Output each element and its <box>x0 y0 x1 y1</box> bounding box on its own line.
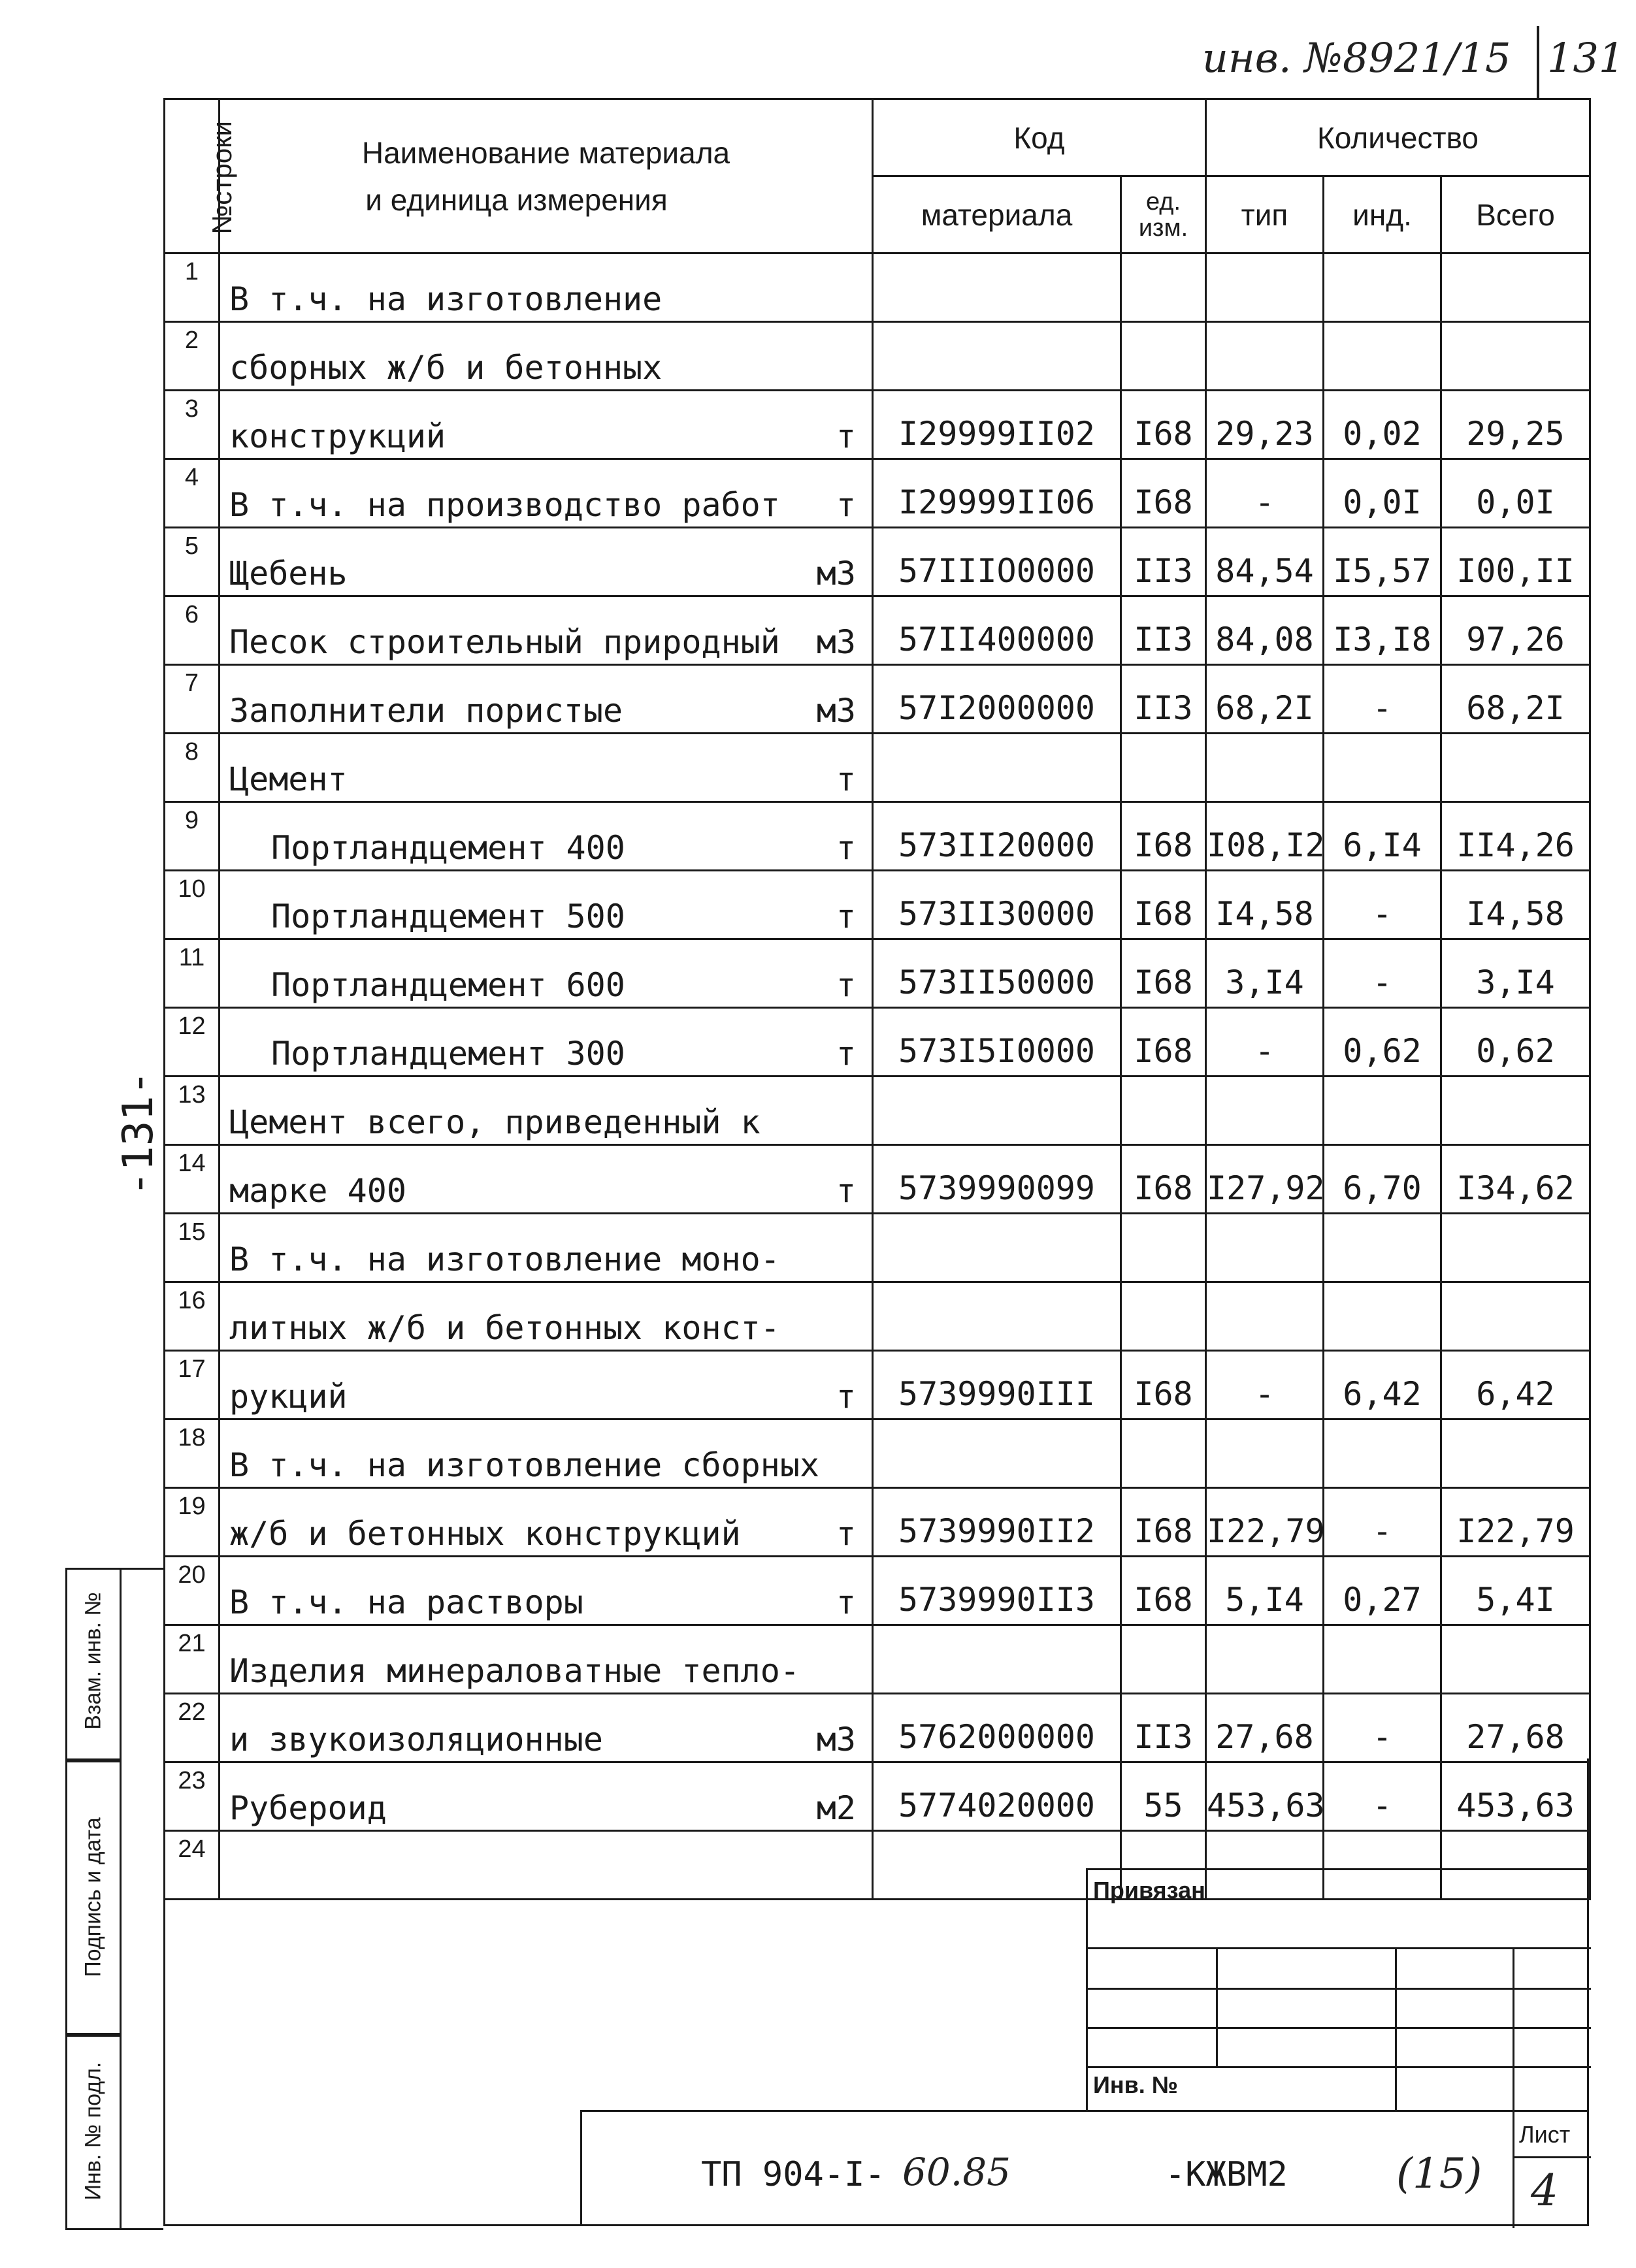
qty-total: 0,0I <box>1441 459 1590 528</box>
unit-code: II3 <box>1121 528 1206 596</box>
header-code-unit: ед. изм. <box>1121 176 1206 253</box>
qty-ind: - <box>1324 1762 1441 1831</box>
material-name-cell <box>220 1419 873 1488</box>
material-name: литных ж/б и бетонных конст- <box>229 1309 780 1347</box>
material-name-cell <box>220 1625 873 1694</box>
qty-total: 453,63 <box>1441 1762 1590 1831</box>
qty-ind: 0,0I <box>1324 459 1441 528</box>
unit-code <box>1121 734 1206 802</box>
qty-total <box>1441 322 1590 391</box>
material-name-cell <box>220 322 873 391</box>
row-number: 6 <box>165 596 220 665</box>
material-name-cell <box>220 1077 873 1145</box>
material-code: I29999II02 <box>873 391 1121 459</box>
row-number: 16 <box>165 1282 220 1351</box>
material-code <box>873 1625 1121 1694</box>
table-row <box>165 528 1590 596</box>
table-row <box>165 459 1590 528</box>
margin-vzam-label: Взам. инв. № <box>80 1592 106 1730</box>
material-name: Песок строительный природный <box>229 623 780 661</box>
table-row <box>165 596 1590 665</box>
material-name-cell <box>220 1214 873 1282</box>
qty-total: 6,42 <box>1441 1351 1590 1419</box>
row-number: 9 <box>165 802 220 871</box>
material-code: 5739990II2 <box>873 1488 1121 1557</box>
qty-ind: I3,I8 <box>1324 596 1441 665</box>
qty-total: 3,I4 <box>1441 939 1590 1008</box>
row-number: 5 <box>165 528 220 596</box>
material-name-cell <box>220 1145 873 1214</box>
margin-sign-box <box>65 1758 122 2037</box>
qty-total <box>1441 1214 1590 1282</box>
qty-total: I4,58 <box>1441 871 1590 939</box>
row-number: 13 <box>165 1077 220 1145</box>
qty-ind: 6,42 <box>1324 1351 1441 1419</box>
material-name-cell <box>220 1008 873 1077</box>
material-name: Портландцемент 600 <box>271 966 625 1004</box>
material-code: 573II30000 <box>873 871 1121 939</box>
qty-ind: - <box>1324 665 1441 734</box>
material-unit: м3 <box>816 1721 856 1758</box>
qty-total: 0,62 <box>1441 1008 1590 1077</box>
qty-ind <box>1324 1077 1441 1145</box>
material-name: Цемент всего, приведенный к <box>229 1103 761 1141</box>
qty-ind <box>1324 322 1441 391</box>
material-code: 5739990II3 <box>873 1557 1121 1625</box>
material-spec-table <box>163 98 1591 1900</box>
unit-code: 55 <box>1121 1762 1206 1831</box>
unit-code: I68 <box>1121 1351 1206 1419</box>
material-name: Изделия минераловатные тепло- <box>229 1652 800 1690</box>
note-divider <box>1537 26 1539 98</box>
row-number: 4 <box>165 459 220 528</box>
qty-type: 68,2I <box>1206 665 1324 734</box>
qty-total: I34,62 <box>1441 1145 1590 1214</box>
material-name: Рубероид <box>229 1789 387 1827</box>
material-code <box>873 1419 1121 1488</box>
qty-type: - <box>1206 1008 1324 1077</box>
table-row <box>165 391 1590 459</box>
qty-total <box>1441 1419 1590 1488</box>
unit-code <box>1121 1419 1206 1488</box>
material-name: Заполнители пористые <box>229 692 623 730</box>
material-name-cell <box>220 939 873 1008</box>
document-code-block <box>580 2110 1589 2226</box>
page-number-note: 131 <box>1547 34 1625 82</box>
qty-type <box>1206 734 1324 802</box>
material-code <box>873 253 1121 322</box>
row-number: 8 <box>165 734 220 802</box>
qty-total: 27,68 <box>1441 1694 1590 1762</box>
qty-ind <box>1324 253 1441 322</box>
qty-total: I00,II <box>1441 528 1590 596</box>
material-unit: м3 <box>816 623 856 661</box>
unit-code: II3 <box>1121 1694 1206 1762</box>
qty-total <box>1441 1282 1590 1351</box>
material-name: Щебень <box>229 555 348 592</box>
table-row <box>165 1419 1590 1488</box>
material-unit: т <box>836 1378 856 1416</box>
header-row-number: №строки <box>165 99 220 253</box>
qty-ind: - <box>1324 1488 1441 1557</box>
material-name-cell <box>220 528 873 596</box>
table-row <box>165 1625 1590 1694</box>
binding-label: Привязан <box>1093 1877 1205 1904</box>
row-number: 24 <box>165 1831 220 1900</box>
qty-type <box>1206 1419 1324 1488</box>
qty-type: I22,79 <box>1206 1488 1324 1557</box>
qty-total <box>1441 1625 1590 1694</box>
row-number: 21 <box>165 1625 220 1694</box>
row-number: 1 <box>165 253 220 322</box>
material-unit: т <box>836 829 856 867</box>
table-row <box>165 1282 1590 1351</box>
qty-type: I27,92 <box>1206 1145 1324 1214</box>
table-row <box>165 1488 1590 1557</box>
margin-sign-label: Подпись и дата <box>80 1817 106 1977</box>
qty-type: 29,23 <box>1206 391 1324 459</box>
qty-type <box>1206 1077 1324 1145</box>
table-row <box>165 1351 1590 1419</box>
qty-total: 68,2I <box>1441 665 1590 734</box>
material-name-cell <box>220 1557 873 1625</box>
unit-code: I68 <box>1121 939 1206 1008</box>
header-code-group: Код <box>873 99 1206 176</box>
material-name: В т.ч. на изготовление сборных <box>229 1446 820 1484</box>
material-name-cell <box>220 1694 873 1762</box>
material-unit: т <box>836 1583 856 1621</box>
table-row <box>165 1557 1590 1625</box>
qty-ind: - <box>1324 871 1441 939</box>
unit-code: II3 <box>1121 665 1206 734</box>
row-number: 14 <box>165 1145 220 1214</box>
qty-type: 84,54 <box>1206 528 1324 596</box>
qty-ind: 0,62 <box>1324 1008 1441 1077</box>
material-unit: т <box>836 1035 856 1073</box>
material-unit: м3 <box>816 555 856 592</box>
material-code: 5739990099 <box>873 1145 1121 1214</box>
material-name-cell <box>220 1282 873 1351</box>
material-name: Цемент <box>229 760 348 798</box>
qty-type <box>1206 1625 1324 1694</box>
qty-ind <box>1324 1214 1441 1282</box>
qty-total: 5,4I <box>1441 1557 1590 1625</box>
material-name: Портландцемент 300 <box>271 1035 625 1073</box>
margin-spacer <box>118 1568 163 2230</box>
doc-number: (15) <box>1396 2150 1482 2198</box>
qty-ind <box>1324 1419 1441 1488</box>
row-number: 12 <box>165 1008 220 1077</box>
material-code: 5762000000 <box>873 1694 1121 1762</box>
table-row <box>165 253 1590 322</box>
unit-code: I68 <box>1121 1145 1206 1214</box>
material-name: В т.ч. на растворы <box>229 1583 583 1621</box>
table-row <box>165 1214 1590 1282</box>
unit-code <box>1121 253 1206 322</box>
qty-ind: 6,70 <box>1324 1145 1441 1214</box>
material-unit: т <box>836 966 856 1004</box>
material-code <box>873 1077 1121 1145</box>
qty-ind <box>1324 1282 1441 1351</box>
qty-type: I4,58 <box>1206 871 1324 939</box>
qty-type: - <box>1206 459 1324 528</box>
table-row <box>165 734 1590 802</box>
material-name-cell <box>220 1351 873 1419</box>
material-name: Портландцемент 500 <box>271 898 625 935</box>
row-number: 20 <box>165 1557 220 1625</box>
unit-code: I68 <box>1121 1488 1206 1557</box>
qty-type: - <box>1206 1351 1324 1419</box>
doc-code-prefix: ТП 904-I- <box>701 2155 885 2194</box>
material-name: марке 400 <box>229 1172 406 1210</box>
qty-total <box>1441 734 1590 802</box>
qty-type <box>1206 1282 1324 1351</box>
material-unit: т <box>836 486 856 524</box>
table-row <box>165 1008 1590 1077</box>
row-number: 10 <box>165 871 220 939</box>
qty-type <box>1206 1214 1324 1282</box>
table-row <box>165 871 1590 939</box>
row-number: 15 <box>165 1214 220 1282</box>
material-name-cell <box>220 459 873 528</box>
row-number: 11 <box>165 939 220 1008</box>
table-row <box>165 939 1590 1008</box>
binding-block <box>1086 1868 1589 2110</box>
material-name: рукций <box>229 1378 348 1416</box>
table-row <box>165 1145 1590 1214</box>
material-name-cell <box>220 871 873 939</box>
material-name-cell <box>220 665 873 734</box>
material-unit: т <box>836 1172 856 1210</box>
table-row <box>165 802 1590 871</box>
material-name: ж/б и бетонных конструкций <box>229 1515 741 1553</box>
qty-type <box>1206 322 1324 391</box>
qty-type: I08,I2 <box>1206 802 1324 871</box>
row-number: 22 <box>165 1694 220 1762</box>
unit-code: I68 <box>1121 802 1206 871</box>
material-name-cell <box>220 596 873 665</box>
qty-total: 97,26 <box>1441 596 1590 665</box>
table-row <box>165 1694 1590 1762</box>
unit-code: I68 <box>1121 391 1206 459</box>
material-code: I29999II06 <box>873 459 1121 528</box>
margin-inv-podl-box <box>65 2033 122 2230</box>
material-name-cell <box>220 802 873 871</box>
qty-type: 3,I4 <box>1206 939 1324 1008</box>
row-number: 7 <box>165 665 220 734</box>
unit-code <box>1121 1077 1206 1145</box>
unit-code: I68 <box>1121 459 1206 528</box>
unit-code <box>1121 322 1206 391</box>
qty-type: 453,63 <box>1206 1762 1324 1831</box>
qty-type: 27,68 <box>1206 1694 1324 1762</box>
material-name: сборных ж/б и бетонных <box>229 349 663 387</box>
qty-total <box>1441 1077 1590 1145</box>
qty-ind: - <box>1324 939 1441 1008</box>
material-code: 573II50000 <box>873 939 1121 1008</box>
doc-code-suffix: -КЖВМ2 <box>1165 2155 1288 2194</box>
qty-total: II4,26 <box>1441 802 1590 871</box>
qty-ind: 6,I4 <box>1324 802 1441 871</box>
material-unit: т <box>836 898 856 935</box>
header-quantity-group: Количество <box>1206 99 1590 176</box>
qty-ind: 0,02 <box>1324 391 1441 459</box>
sheet-label: Лист <box>1519 2121 1571 2148</box>
qty-type: 5,I4 <box>1206 1557 1324 1625</box>
material-code: 57IIIO0000 <box>873 528 1121 596</box>
qty-ind <box>1324 734 1441 802</box>
table-row <box>165 1077 1590 1145</box>
material-name: конструкций <box>229 417 446 455</box>
doc-code-handwritten: 60.85 <box>902 2150 1011 2194</box>
material-name-cell <box>220 253 873 322</box>
inventory-note: инв. №8921/15 <box>1202 34 1511 82</box>
unit-code: I68 <box>1121 1557 1206 1625</box>
material-name: В т.ч. на изготовление моно- <box>229 1240 780 1278</box>
sheet-number: 4 <box>1531 2165 1558 2216</box>
material-name: В т.ч. на изготовление <box>229 280 663 318</box>
header-code-material: материала <box>873 176 1121 253</box>
material-unit: т <box>836 417 856 455</box>
table-row <box>165 322 1590 391</box>
row-number: 19 <box>165 1488 220 1557</box>
qty-type <box>1206 253 1324 322</box>
unit-code <box>1121 1214 1206 1282</box>
qty-type: 84,08 <box>1206 596 1324 665</box>
row-number: 17 <box>165 1351 220 1419</box>
material-unit: т <box>836 1515 856 1553</box>
unit-code: II3 <box>1121 596 1206 665</box>
unit-code <box>1121 1282 1206 1351</box>
row-number: 23 <box>165 1762 220 1831</box>
material-code <box>873 1214 1121 1282</box>
material-code <box>873 734 1121 802</box>
material-code: 57II400000 <box>873 596 1121 665</box>
unit-code: I68 <box>1121 871 1206 939</box>
unit-code: I68 <box>1121 1008 1206 1077</box>
material-name: и звукоизоляционные <box>229 1721 603 1758</box>
material-code: 573II20000 <box>873 802 1121 871</box>
unit-code <box>1121 1625 1206 1694</box>
material-name-cell <box>220 391 873 459</box>
material-name-cell <box>220 734 873 802</box>
row-number: 18 <box>165 1419 220 1488</box>
margin-vzam-box <box>65 1568 122 1762</box>
qty-total: I22,79 <box>1441 1488 1590 1557</box>
qty-total <box>1441 253 1590 322</box>
material-code <box>873 1282 1121 1351</box>
material-code: 57I2000000 <box>873 665 1121 734</box>
material-code: 5774020000 <box>873 1762 1121 1831</box>
material-code: 573I5I0000 <box>873 1008 1121 1077</box>
header-qty-total: Всего <box>1441 176 1590 253</box>
side-page-number: -131- <box>114 1070 163 1197</box>
header-qty-ind: инд. <box>1324 176 1441 253</box>
material-unit: м2 <box>816 1789 856 1827</box>
header-name: Наименование материала и единица измерения <box>220 99 873 253</box>
qty-ind: 0,27 <box>1324 1557 1441 1625</box>
qty-ind <box>1324 1625 1441 1694</box>
table-row <box>165 665 1590 734</box>
qty-total: 29,25 <box>1441 391 1590 459</box>
margin-inv-podl-label: Инв. № подл. <box>80 2062 106 2201</box>
material-name: В т.ч. на производство работ <box>229 486 780 524</box>
row-number: 2 <box>165 322 220 391</box>
material-name: Портландцемент 400 <box>271 829 625 867</box>
qty-ind: - <box>1324 1694 1441 1762</box>
material-code: 5739990III <box>873 1351 1121 1419</box>
material-unit: т <box>836 760 856 798</box>
material-code <box>873 322 1121 391</box>
header-qty-type: тип <box>1206 176 1324 253</box>
inv-no-label: Инв. № <box>1093 2071 1178 2098</box>
material-unit: м3 <box>816 692 856 730</box>
row-number: 3 <box>165 391 220 459</box>
material-name-cell <box>220 1488 873 1557</box>
qty-ind: I5,57 <box>1324 528 1441 596</box>
